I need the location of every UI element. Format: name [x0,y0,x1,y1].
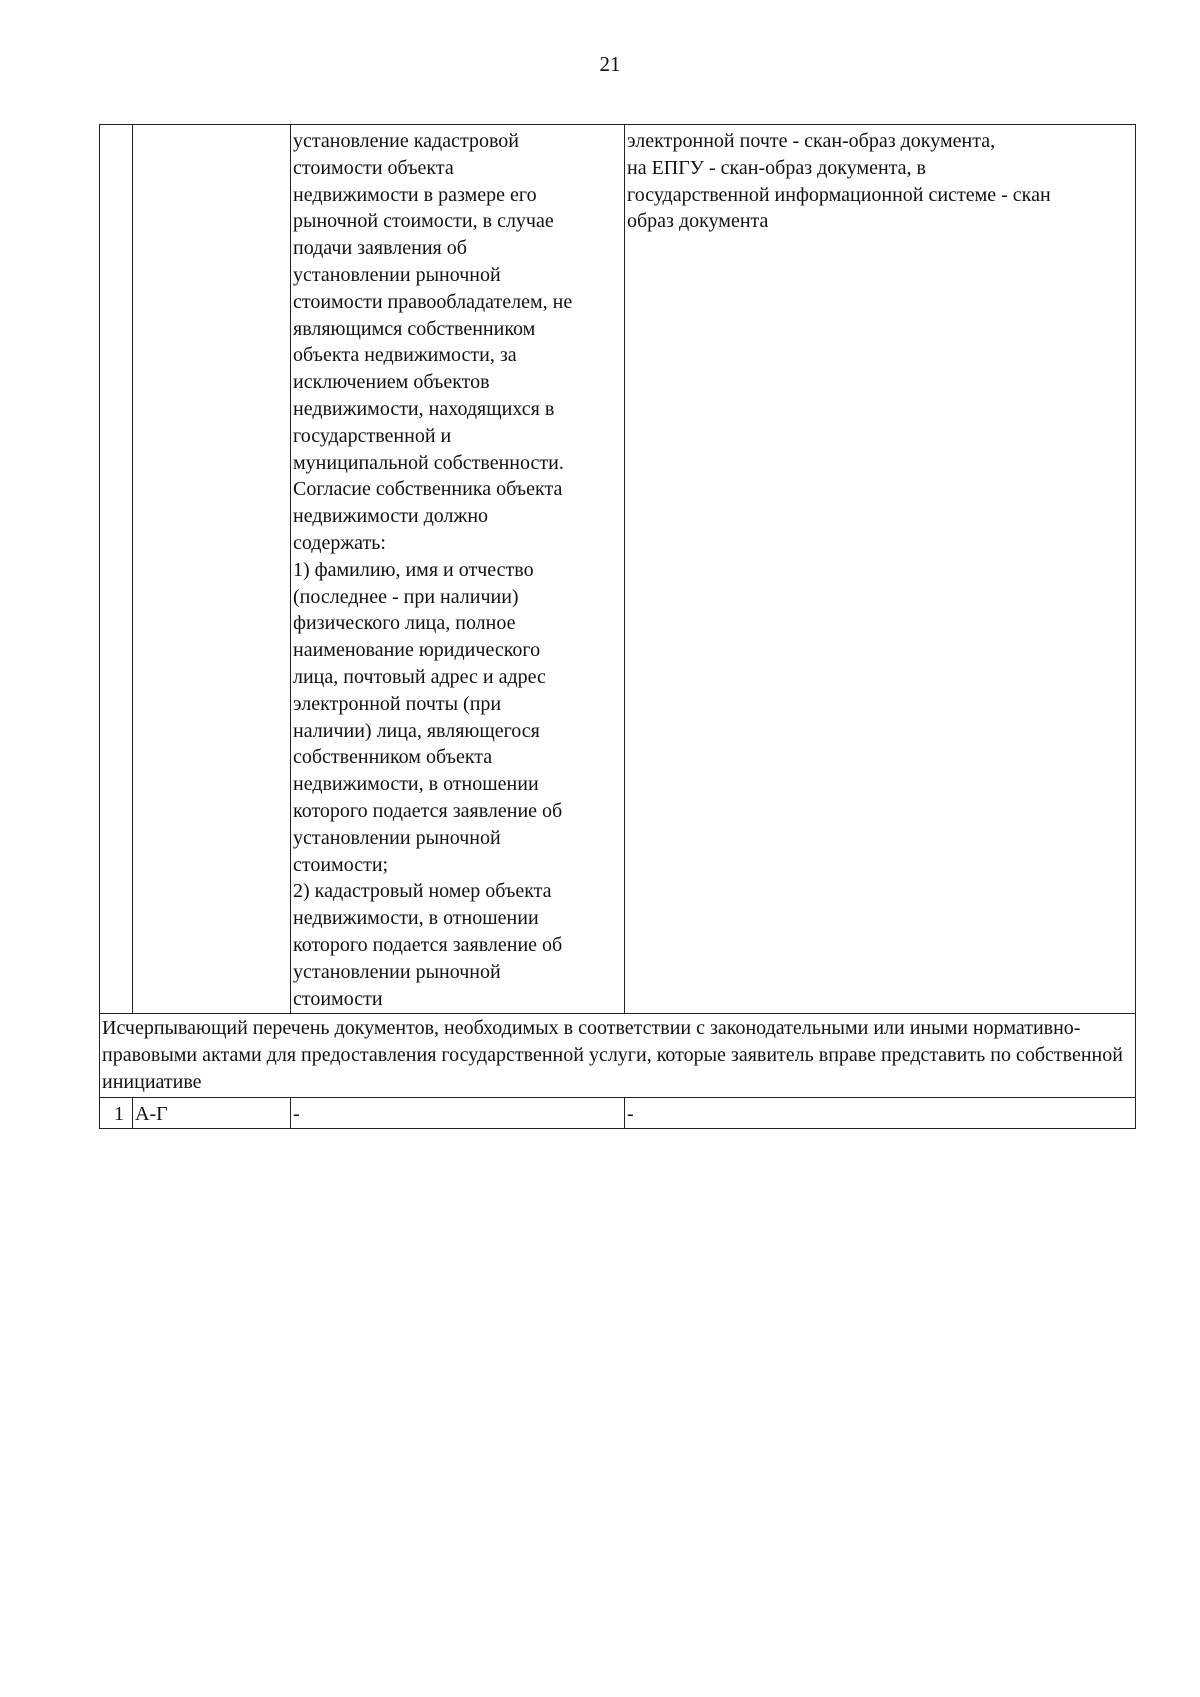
requirements-line: установлении рыночной [293,826,501,849]
table-row-continued [100,125,1136,1014]
cell-category-empty [133,125,291,1014]
requirements-line: установлении рыночной [293,263,501,286]
requirements-line: электронной почты (при [293,692,502,715]
requirements-line: которого подается заявление об [293,799,563,822]
requirements-line: установлении рыночной [293,960,501,983]
requirements-line: недвижимости, в отношении [293,773,539,796]
submission-form-line: электронной почте - скан-образ документа, [627,130,996,152]
requirements-line: установление кадастровой [293,130,519,152]
requirements-line: недвижимости, в отношении [293,907,539,930]
requirements-line: рыночной стоимости, в случае [293,210,554,233]
requirements-line: физического лица, полное [293,612,516,635]
requirements-line: стоимости объекта [293,156,454,179]
requirements-line: объекта недвижимости, за [293,344,517,367]
requirements-line: которого подается заявление об [293,933,563,956]
requirements-line: наименование юридического [293,639,541,662]
requirements-line: стоимости [293,987,383,1010]
requirements-line: (последнее - при наличии) [293,585,519,608]
table-row-section-heading [100,1014,1136,1097]
row-category: А-Г [133,1097,291,1129]
section-heading: Исчерпывающий перечень документов, необходимых в соответствии с законодательными или иными нормативно-правовыми актами для предоставления государственной услуги, которые заявитель вправе представить по собственной инициативе [100,1014,1136,1097]
requirements-line: лица, почтовый адрес и адрес [293,665,546,688]
documents-table [99,124,1136,1129]
submission-form-line: на ЕПГУ - скан-образ документа, в [627,156,926,179]
cell-number-empty [100,125,133,1014]
cell-requirements [291,125,625,1014]
requirements-line: муниципальной собственности. [293,451,564,474]
row-number: 1 [100,1097,133,1129]
row-submission-form: - [625,1097,1136,1129]
requirements-line: являющимся собственником [293,317,536,340]
requirements-line: исключением объектов [293,371,490,394]
requirements-line: стоимости правообладателем, не [293,290,573,313]
requirements-line: Согласие собственника объекта [293,478,563,501]
submission-form-line: образ документа [627,210,769,233]
table-row [100,1097,1136,1129]
requirements-line: подачи заявления об [293,237,467,260]
requirements-line: содержать: [293,531,386,554]
requirements-line: недвижимости должно [293,505,489,528]
page-number: 21 [599,52,621,76]
requirements-line: 1) фамилию, имя и отчество [293,558,534,581]
row-requirements: - [291,1097,625,1129]
requirements-line: стоимости; [293,853,389,876]
cell-submission-form [625,125,1136,1014]
requirements-line: 2) кадастровый номер объекта [293,880,552,903]
requirements-line: недвижимости, находящихся в [293,397,555,420]
requirements-line: наличии) лица, являющегося [293,719,540,742]
requirements-line: государственной и [293,424,452,447]
requirements-line: собственником объекта [293,746,493,769]
submission-form-line: государственной информационной системе - скан [627,183,1051,206]
requirements-line: недвижимости в размере его [293,183,537,206]
